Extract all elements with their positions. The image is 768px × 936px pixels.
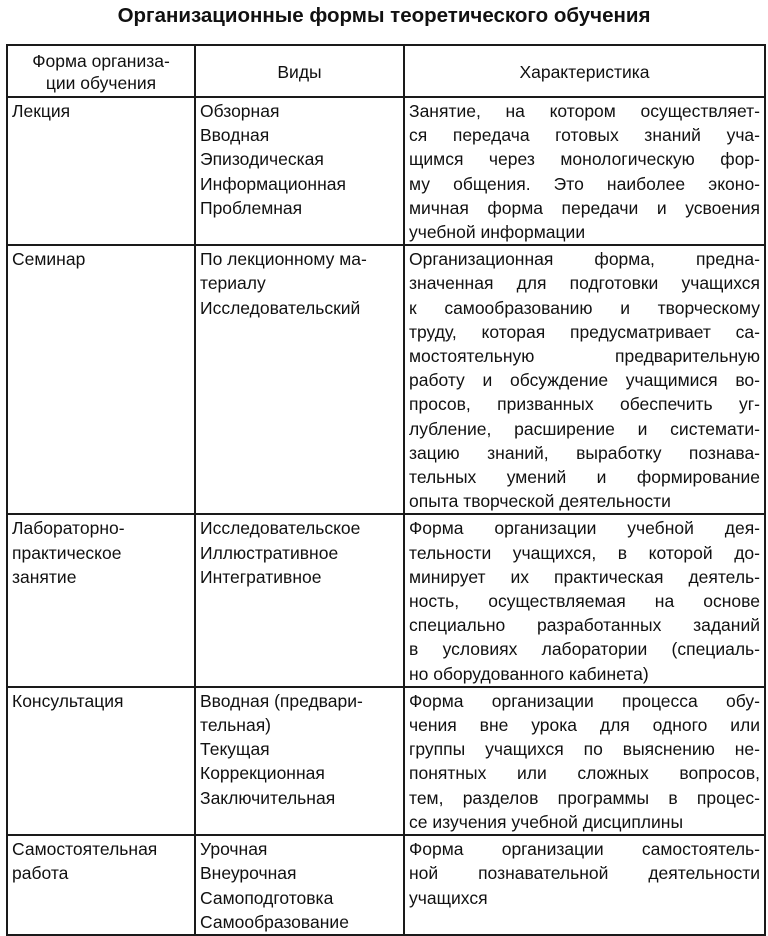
form-line: Лабораторно- <box>12 518 125 539</box>
description-line: тельных умений и формирование <box>409 467 760 488</box>
description-line: мичная форма передачи и усвоения <box>409 197 760 218</box>
cell-description <box>404 687 765 835</box>
description-line: зацию знаний, выработку познава- <box>409 442 760 463</box>
description-line: минирует их практическая деятель- <box>409 566 760 587</box>
types-line: Эпизодическая <box>200 149 324 170</box>
types-line: тельная) <box>200 715 271 736</box>
description-line: му общения. Это наиболее эконо- <box>409 173 760 194</box>
description-line: чения вне урока для одного или <box>409 715 760 736</box>
description-line: работу и обсуждение учащимися во- <box>409 370 760 391</box>
description-line: мостоятельную предварительную <box>409 346 760 367</box>
form-line: работа <box>12 863 69 884</box>
description-line: се изучения учебной дисциплины <box>409 811 684 832</box>
types-line: По лекционному ма- <box>200 249 367 270</box>
description-line: ной познавательной деятельности <box>409 863 760 884</box>
cell-form <box>7 245 195 514</box>
description-line: группы учащихся по выяснению не- <box>409 739 760 760</box>
description-line: Форма организации процесса обу- <box>409 690 760 711</box>
description-line: специально разработанных заданий <box>409 615 760 636</box>
header-form-line: ции обучения <box>45 73 157 93</box>
types-line: Вводная (предвари- <box>200 690 363 711</box>
description-line: Форма организации учебной дея- <box>409 518 760 539</box>
types-line: Исследовательское <box>200 518 361 539</box>
description-line: опыта творческой деятельности <box>409 491 671 512</box>
cell-description <box>404 245 765 514</box>
types-line: териалу <box>200 273 266 294</box>
forms-table <box>6 44 766 936</box>
types-line: Самоподготовка <box>200 887 334 908</box>
types-line: Текущая <box>200 739 270 760</box>
types-line: Заключительная <box>200 787 336 808</box>
description-line: к самообразованию и творческому <box>409 297 760 318</box>
cell-types <box>195 687 404 835</box>
types-line: Обзорная <box>200 101 280 121</box>
table-row <box>7 687 765 835</box>
header-types-label: Виды <box>277 62 322 82</box>
table-row <box>7 514 765 686</box>
description-line: учащихся <box>409 887 488 908</box>
types-line: Урочная <box>200 839 268 860</box>
types-line: Исследовательский <box>200 297 361 318</box>
table-row <box>7 97 765 245</box>
description-line: лубление, расширение и системати- <box>409 418 760 439</box>
description-line: Организационная форма, предна- <box>409 249 760 270</box>
form-line: занятие <box>12 566 77 587</box>
table-header-row <box>7 45 765 97</box>
description-line: значенная для подготовки учащихся <box>409 273 760 294</box>
types-line: Коррекционная <box>200 763 325 784</box>
form-line: практическое <box>12 542 122 563</box>
table-row <box>7 245 765 514</box>
page-title: Организационные формы теоретического обучения <box>117 4 651 27</box>
form-line: Самостоятельная <box>12 839 158 860</box>
description-line: понятных или сложных вопросов, <box>409 763 760 784</box>
cell-form <box>7 687 195 835</box>
form-line: Лекция <box>12 101 71 121</box>
cell-types <box>195 835 404 935</box>
description-line: ность, осуществляемая на основе <box>409 591 760 612</box>
description-line: тельности учащихся, в которой до- <box>409 542 760 563</box>
cell-form <box>7 835 195 935</box>
types-line: Иллюстративное <box>200 542 339 563</box>
cell-form <box>7 514 195 686</box>
description-line: Форма организации самостоятель- <box>409 839 760 860</box>
types-line: Вводная <box>200 125 270 146</box>
cell-types <box>195 245 404 514</box>
types-line: Проблемная <box>200 197 303 218</box>
cell-description <box>404 835 765 935</box>
header-description-label: Характеристика <box>519 62 650 82</box>
description-line: Занятие, на котором осуществляет- <box>409 101 760 121</box>
cell-types <box>195 514 404 686</box>
types-line: Внеурочная <box>200 863 297 884</box>
description-line: ся передача готовых знаний уча- <box>409 125 760 146</box>
types-line: Самообразование <box>200 911 349 932</box>
form-line: Консультация <box>12 690 124 711</box>
description-line: тем, разделов программы в процес- <box>409 787 760 808</box>
description-line: учебной информации <box>409 222 586 243</box>
header-form-line: Форма организа- <box>32 51 170 71</box>
table-row <box>7 835 765 935</box>
header-form <box>7 45 195 97</box>
description-line: труду, которая предусматривает са- <box>409 321 760 342</box>
header-description <box>404 45 765 97</box>
description-line: но оборудованного кабинета) <box>409 663 649 684</box>
types-line: Информационная <box>200 173 346 194</box>
types-line: Интегративное <box>200 566 322 587</box>
description-line: просов, призванных обеспечить уг- <box>409 394 760 415</box>
cell-description <box>404 514 765 686</box>
cell-form <box>7 97 195 245</box>
cell-types <box>195 97 404 245</box>
description-line: в условиях лаборатории (специаль- <box>409 639 760 660</box>
form-line: Семинар <box>12 249 86 270</box>
cell-description <box>404 97 765 245</box>
description-line: щимся через монологическую фор- <box>409 149 760 170</box>
header-types <box>195 45 404 97</box>
